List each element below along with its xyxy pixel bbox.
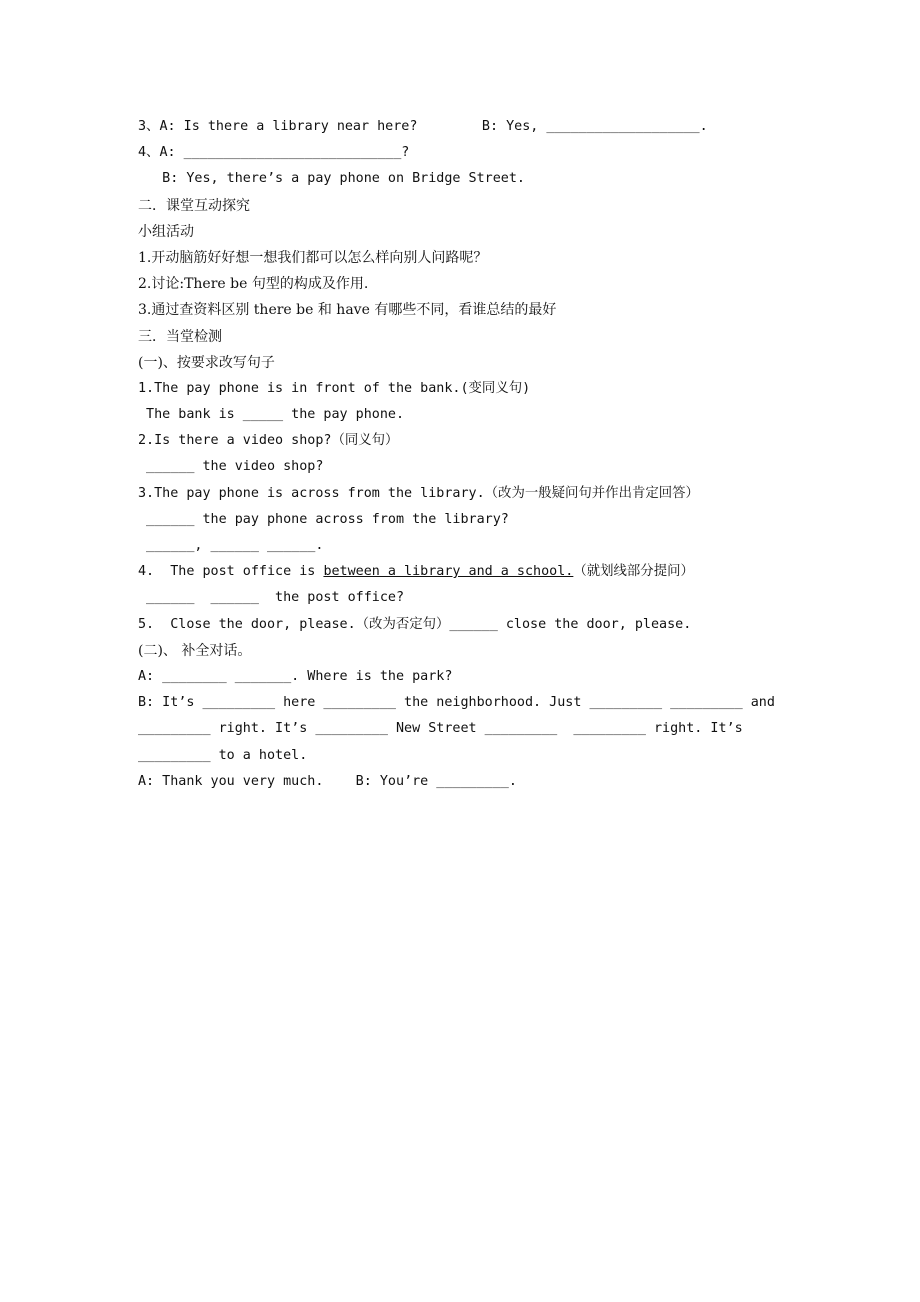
rewrite-item-1-answer: The bank is _____ the pay phone. [138,407,405,423]
dialogue-line-b3: _________ to a hotel. [138,747,308,763]
rewrite-item-3: 3.The pay phone is across from the library.（改为一般疑问句并作出肯定回答） [138,485,699,501]
rewrite-item-1: 1.The pay phone is in front of the bank.(变同义句) [138,380,531,396]
dialogue-line-a2: A: Thank you very much. B: You’re _________. [138,773,517,789]
rewrite-item-4-suffix: （就划线部分提问） [573,564,694,580]
dialogue-line-b2: _________ right. It’s _________ New Street _________ _________ right. It’s [138,721,743,737]
section-heading-2: 二．课堂互动探究 [138,197,250,214]
subsection-heading-2: (二)、 补全对话。 [138,642,252,659]
activity-item-3: 3.通过查资料区别 there be 和 have 有哪些不同，看谁总结的最好 [138,302,557,319]
rewrite-item-4 [138,559,788,585]
rewrite-item-5: 5. Close the door, please.（改为否定句）______ close the door, please. [138,616,692,632]
rewrite-item-2-answer: ______ the video shop? [138,459,324,475]
subsection-heading-1: (一)、按要求改写句子 [138,354,275,371]
exercise-line-4b: B: Yes, there’s a pay phone on Bridge Street. [138,171,525,187]
activity-item-2: 2.讨论:There be 句型的构成及作用. [138,276,369,293]
rewrite-item-3-reply: ______, ______ ______. [138,538,324,553]
dialogue-line-b1: B: It’s _________ here _________ the neighborhood. Just _________ _________ and [138,695,775,711]
rewrite-item-4-prefix: 4. The post office is [138,564,324,580]
dialogue-line-a1: A: ________ _______. Where is the park? [138,668,453,684]
rewrite-item-2: 2.Is there a video shop?（同义句） [138,433,399,449]
rewrite-item-4-underlined: between a library and a school. [323,564,574,580]
exercise-line-4a: 4、A: ___________________________? [138,145,410,161]
section-heading-3: 三．当堂检测 [138,328,222,345]
worksheet-page [138,114,788,795]
exercise-line-3: 3、A: Is there a library near here? B: Yes, ___________________. [138,119,708,134]
rewrite-item-4-answer: ______ ______ the post office? [138,590,405,606]
activity-item-1: 1.开动脑筋好好想一想我们都可以怎么样向别人问路呢？ [138,249,488,266]
group-activity-heading: 小组活动 [138,223,194,240]
rewrite-item-3-answer: ______ the pay phone across from the library? [138,511,509,527]
